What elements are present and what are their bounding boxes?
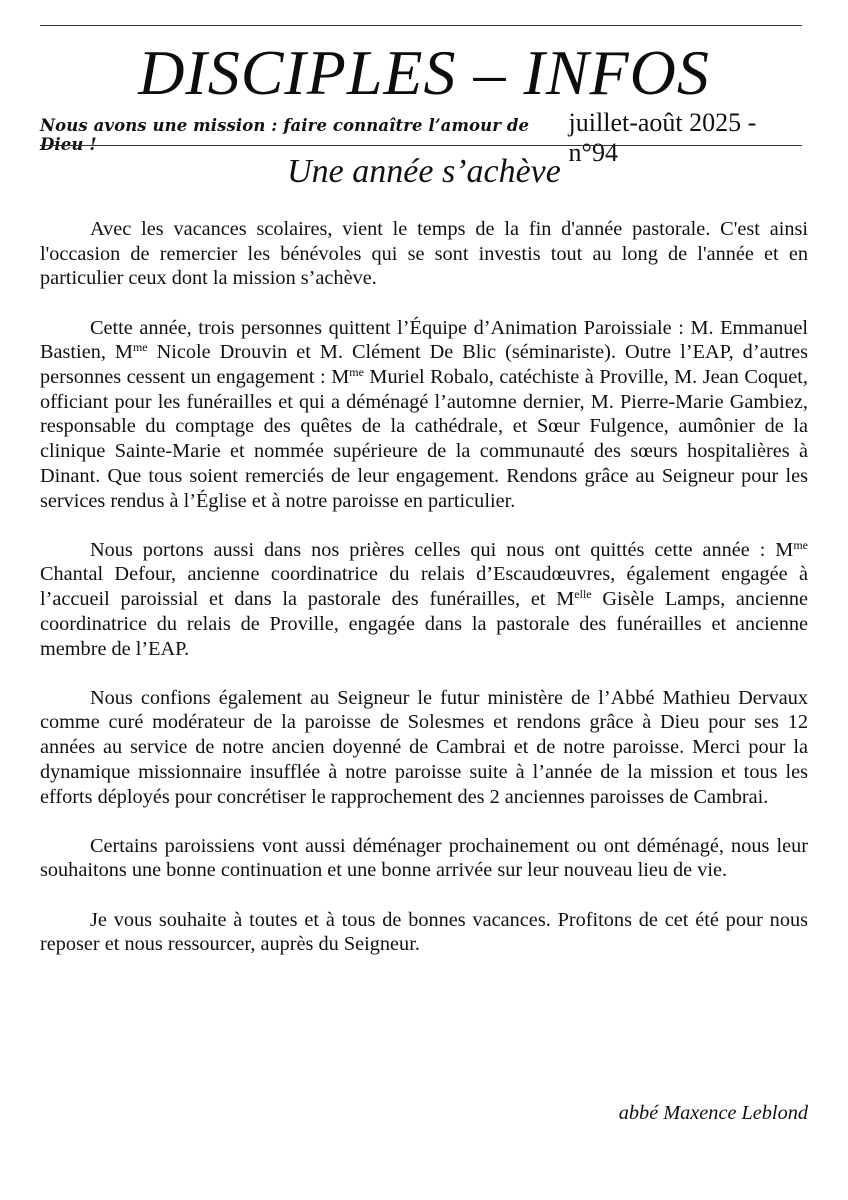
title-abbreviation: me <box>793 537 808 552</box>
newsletter-title: DISCIPLES – INFOS <box>138 37 710 108</box>
masthead-tagline-row <box>40 108 802 167</box>
text-run: Gisèle Lamps, ancienne coordinatrice du relais de Proville, engagée dans la pastorale des funérailles et ancienne membre de l’EAP. <box>40 588 808 660</box>
article-headline: Une année s’achève <box>287 153 561 190</box>
author-signature: abbé Maxence Leblond <box>618 1102 808 1124</box>
text-run: Muriel Robalo, catéchiste à Proville, M. Jean Coquet, officiant pour les funérailles et qui a déménagé l’automne dernier, M. Pierre-Marie Gambiez, responsable du comptage des quêtes de la cathédrale, et Sœur Fulgence, aumônier de la clinique Sainte-Marie et nommée supérieure de la communauté des sœurs hospitalières à Dinant. Que tous soient remerciés de leur engagement. Rendons grâce au Seigneur pour les services rendus à l’Église et à notre paroisse en particulier. <box>40 366 808 512</box>
masthead-bottom-rule <box>40 145 802 146</box>
paragraph-new-ministry: Nous confions également au Seigneur le futur ministère de l’Abbé Mathieu Dervaux comme curé modérateur de la paroisse de Solesmes et rendons grâce à Dieu pour ses 12 années au service de notre ancien doyenné de Cambrai et de notre paroisse. Merci pour la dynamique missionnaire insufflée à notre paroisse suite à l’année de la mission et tous les efforts déployés pour concrétiser le rapprochement des 2 anciennes paroisses de Cambrai. <box>40 686 808 808</box>
title-abbreviation: me <box>132 340 148 355</box>
issue-number: juillet-août 2025 - n°94 <box>568 108 757 167</box>
paragraph-end-of-year: Avec les vacances scolaires, vient le temps de la fin d'année pastorale. C'est ainsi l'occasion de remercier les bénévoles qui se sont investis tout au long de l'année et en particulier ceux dont la mission s’achève. <box>40 218 808 290</box>
paragraph-prayers <box>40 538 808 662</box>
paragraph-departures <box>40 316 808 514</box>
text-run: Chantal Defour, ancienne coordinatrice du relais d’Escaudœuvres, également engagée à l’accueil paroissial et dans la pastorale des funérailles, et M <box>40 563 808 611</box>
paragraph-holidays: Je vous souhaite à toutes et à tous de bonnes vacances. Profitons de cet été pour nous reposer et nous ressourcer, auprès du Seigneur. <box>40 908 808 956</box>
text-run: Nous portons aussi dans nos prières celles qui nous ont quittés cette année : M <box>90 538 794 561</box>
masthead-top-rule <box>40 25 802 26</box>
title-abbreviation: me <box>349 365 364 380</box>
title-abbreviation: elle <box>574 587 592 602</box>
text-run: Nicole Drouvin et M. Clément De Blic (séminariste). Outre l’EAP, d’autres personnes cessent un engagement : M <box>40 341 808 389</box>
newsletter-motto: Nous avons une mission : faire connaître l’amour de Dieu ! <box>40 116 530 154</box>
text-run: Cette année, trois personnes quittent l’Équipe d’Animation Paroissiale : M. Emmanuel Bastien, M <box>40 316 808 364</box>
paragraph-moving: Certains paroissiens vont aussi déménager prochainement ou ont déménagé, nous leur souhaitons une bonne continuation et une bonne arrivée sur leur nouveau lieu de vie. <box>40 834 808 882</box>
article-body <box>40 217 808 982</box>
